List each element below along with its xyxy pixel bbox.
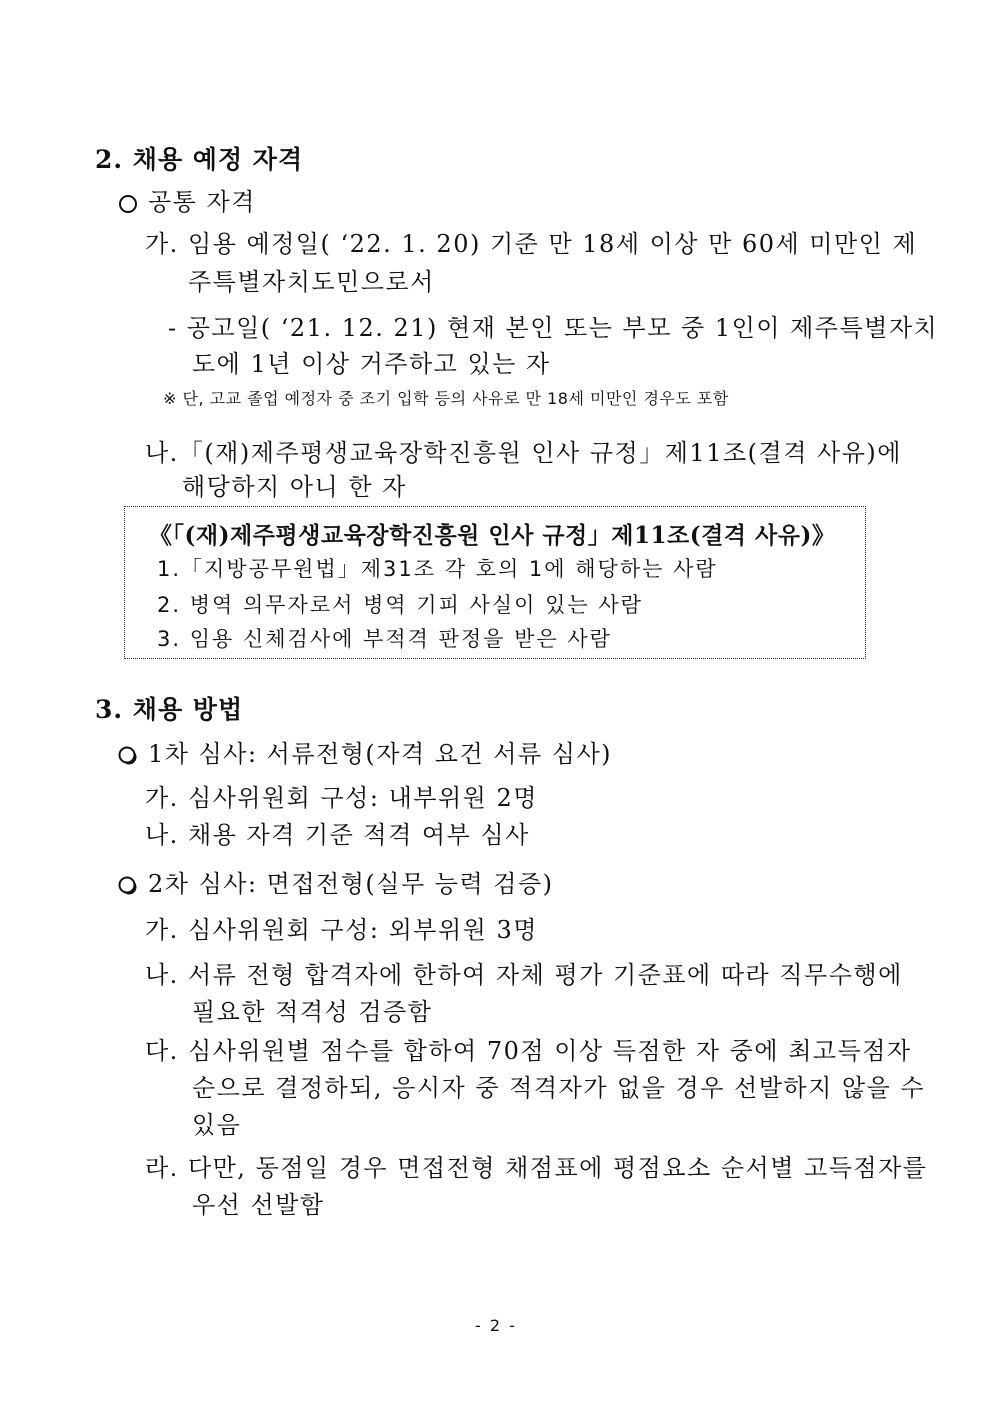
stage2-ra-line2: 우선 선발함 [192, 1191, 325, 1219]
stage1-label: 1차 심사: 서류전형(자격 요건 서류 심사) [148, 740, 612, 768]
stage2-heading [118, 864, 554, 899]
item-ga-line1: 가. 임용 예정일( ‘22. 1. 20) 기준 만 18세 이상 만 60세 미만인 제 [145, 230, 918, 258]
stage2-na-line2: 필요한 적격성 검증함 [192, 998, 433, 1026]
box-item-1: 1.「지방공무원법」제31조 각 호의 1에 해당하는 사람 [157, 557, 718, 581]
stage1-na: 나. 채용 자격 기준 적격 여부 심사 [145, 821, 530, 849]
item-na-line1: 나.「(재)제주평생교육장학진흥원 인사 규정」제11조(결격 사유)에 [145, 439, 902, 467]
stage2-ra-line1: 라. 다만, 동점일 경우 면접전형 채점표에 평점요소 순서별 고득점자를 [145, 1154, 928, 1182]
stage2-label: 2차 심사: 면접전형(실무 능력 검증) [148, 870, 554, 898]
note-text: ※ 단, 고교 졸업 예정자 중 조기 입학 등의 사유로 만 18세 미만인 경우도 포함 [163, 389, 729, 408]
disqualification-box [124, 506, 866, 659]
item-ga-line2: 주특별자치도민으로서 [188, 268, 435, 296]
stage1-ga: 가. 심사위원회 구성: 내부위원 2명 [145, 784, 538, 812]
stage2-da-line2: 순으로 결정하되, 응시자 중 적격자가 없을 경우 선발하지 않을 수 [192, 1074, 926, 1102]
box-item-2: 2. 병역 의무자로서 병역 기피 사실이 있는 사람 [157, 593, 643, 617]
stage2-na-line1: 나. 서류 전형 합격자에 한하여 자체 평가 기준표에 따라 직무수행에 [145, 961, 903, 989]
dash-item-line1: - 공고일( ‘21. 12. 21) 현재 본인 또는 부모 중 1인이 제주특별자치 [168, 314, 939, 342]
shadowed-circle-bullet-icon [118, 876, 138, 896]
stage2-ga: 가. 심사위원회 구성: 외부위원 3명 [145, 916, 538, 944]
stage1-heading [118, 734, 612, 769]
stage2-da-line1: 다. 심사위원별 점수를 합하여 70점 이상 득점한 자 중에 최고득점자 [145, 1037, 912, 1065]
section-3-heading: 3. 채용 방법 [95, 695, 244, 724]
box-item-3: 3. 임용 신체검사에 부적격 판정을 받은 사람 [157, 627, 612, 651]
dash-item-line2: 도에 1년 이상 거주하고 있는 자 [192, 350, 551, 378]
item-na-line2: 해당하지 아니 한 자 [182, 473, 407, 501]
stage2-da-line3: 있음 [192, 1111, 242, 1139]
common-qualification-label: 공통 자격 [148, 188, 256, 216]
shadowed-circle-bullet-icon [118, 746, 138, 766]
box-title: 《「(재)제주평생교육장학진흥원 인사 규정」제11조(결격 사유)》 [149, 522, 836, 549]
common-qualification-heading [118, 182, 256, 217]
page-number: - 2 - [475, 1316, 517, 1335]
section-2-heading: 2. 채용 예정 자격 [95, 145, 304, 174]
hollow-circle-bullet-icon [118, 194, 138, 214]
